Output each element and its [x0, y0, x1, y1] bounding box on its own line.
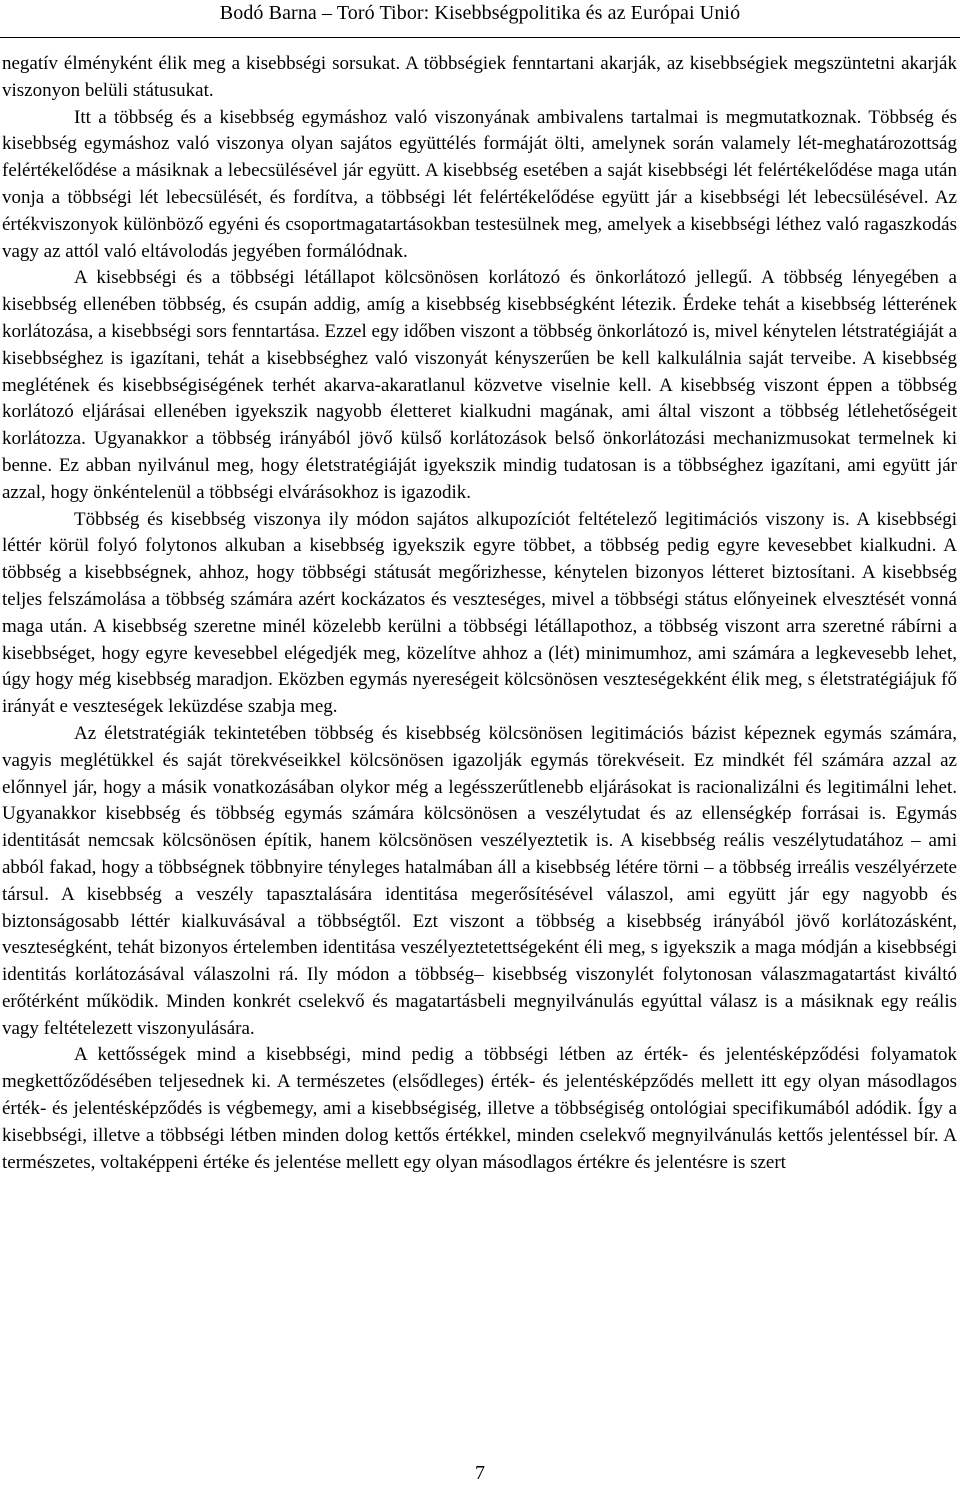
page-body [2, 51, 957, 1176]
running-title: Bodó Barna – Toró Tibor: Kisebbségpolitika és az Európai Unió [219, 2, 741, 24]
running-header [0, 0, 960, 36]
paragraph-6: A kettősségek mind a kisebbségi, mind pedig a többségi létben az érték- és jelentésképződési folyamatok megkettőződésében teljesednek ki. A természetes (elsődleges) érték- és jelentésképződés mellett itt egy olyan másodlagos érték- és jelentésképződés is végbemegy, ami a kisebbségiség, illetve a többségiség ontológiai specifikumából adódik. Így a kisebbségi, illetve a többségi létben minden dolog kettős értékkel, minden cselekvő megnyilvánulás kettős jelentéssel bír. A természetes, voltaképpeni értéke és jelentése mellett egy olyan másodlagos értékre és jelentésre is szert [2, 1044, 957, 1173]
header-rule [0, 37, 960, 38]
paragraph-5: Az életstratégiák tekintetében többség és kisebbség kölcsönösen legitimációs bázist képeznek egymás számára, vagyis meglétükkel és saját törekvéseikkel kölcsönösen igazolják egymás törekvéseit. Ez mindkét fél számára azzal az előnnyel jár, hogy a másik vonatkozásában olykor még a legésszerűtlenebb eljárásokat is racionalizálni és legitimálni lehet. Ugyanakkor kisebbség és többség egymás számára kölcsönösen a veszélytudat és az ellenségkép forrásai is. Egymás identitását nemcsak kölcsönösen építik, hanem kölcsönösen veszélyeztetik is. A kisebbség reális veszélytudatához – ami abból fakad, hogy a többségnek többnyire tényleges hatalmában áll a kisebbség létére törni – a többség irreális veszélyérzete társul. A kisebbség a veszély tapasztalására identitása megerősítésével válaszol, ami együtt jár egy nagyobb és biztonságosabb léttér kialkuvásával a többségtől. Ezt viszont a többség a kisebbség irányából jövő korlátozásként, veszteségként, tehát bizonyos értelemben identitása veszélyeztetettségeként éli meg, s igyekszik a maga módján a kisebbségi identitás korlátozásával válaszolni rá. Ily módon a többség– kisebbség viszonylét folytonosan válaszmagatartást kiváltó erőtérként működik. Minden konkrét cselekvő és magatartásbeli megnyilvánulás egyúttal válasz is a másiknak egy reális vagy feltételezett viszonyulására. [2, 722, 957, 1039]
page-number: 7 [475, 1462, 485, 1484]
paragraph-2: Itt a többség és a kisebbség egymáshoz való viszonyának ambivalens tartalmai is megmutatkoznak. Többség és kisebbség egymáshoz való viszonya olyan sajátos együttélés formáját ölti, amelynek során valamely lét-meghatározottság felértékelődése a másiknak a lebecsülésével jár együtt. A kisebbség esetében a saját kisebbségi lét felértékelődése maga után vonja a többségi lét lebecsülését, és fordítva, a többségi lét felértékelődése együtt jár a kisebbségi lét lebecsülésével. Az értékviszonyok különböző egyéni és csoportmagatartásokban testesülnek meg, amelyek a kisebbségi léthez való ragaszkodás vagy az attól való eltávolodás jegyében formálódnak. [2, 106, 957, 262]
paragraph-4: Többség és kisebbség viszonya ily módon sajátos alkupozíciót feltételező legitimációs viszony is. A kisebbségi léttér körül folyó folytonos alkuban a kisebbség igyekszik egyre többet, a többség pedig egyre kevesebbet kialkudni. A többség a kisebbségnek, ahhoz, hogy többségi státusát megőrizhesse, kénytelen bizonyos létteret biztosítani. A kisebbség teljes felszámolása a többség számára azért kockázatos és veszteséges, mivel a többségi státus előnyeinek elvesztését vonná maga után. A kisebbség szeretne minél közelebb kerülni a többségi létállapothoz, a többség viszont arra szeretné rábírni a kisebbséget, hogy egyre kevesebbel elégedjék meg, közelítve ahhoz a (lét) minimumhoz, ami számára a legkevesebb lehet, úgy hogy még kisebbség maradjon. Eközben egymás nyereségeit kölcsönösen veszteségekként élik meg, s életstratégiájuk fő irányát e veszteségek leküzdése szabja meg. [2, 508, 957, 718]
paragraph-1: negatív élményként élik meg a kisebbségi sorsukat. A többségiek fenntartani akarják, az kisebbségiek megszüntetni akarják viszonyon belüli státusukat. [2, 53, 957, 101]
paragraph-3: A kisebbségi és a többségi létállapot kölcsönösen korlátozó és önkorlátozó jellegű. A többség lényegében a kisebbség ellenében többség, és csupán addig, amíg a kisebbség kisebbségként létezik. Érdeke tehát a kisebbség létterének korlátozása, a kisebbségi sors fenntartása. Ezzel egy időben viszont a többség önkorlátozó is, mivel kénytelen létstratégiáját a kisebbséghez is igazítani, tehát a kisebbséghez való viszonyát kényszerűen be kell kalkulálnia saját terveibe. A kisebbség meglétének és kisebbségiségének terhét akarva-akaratlanul közvetve viselnie kell. A kisebbség viszont éppen a többség korlátozó eljárásai ellenében igyekszik nagyobb életteret kialkudni magának, ami által viszont a többség létlehetőségeit korlátozza. Ugyanakkor a többség irányából jövő külső korlátozások belső önkorlátozási mechanizmusokat termelnek ki benne. Ez abban nyilvánul meg, hogy életstratégiáját igyekszik mindig tudatosan is a többséghez igazítani, ami együtt jár azzal, hogy önkéntelenül a többségi elvárásokhoz is igazodik. [2, 267, 957, 503]
